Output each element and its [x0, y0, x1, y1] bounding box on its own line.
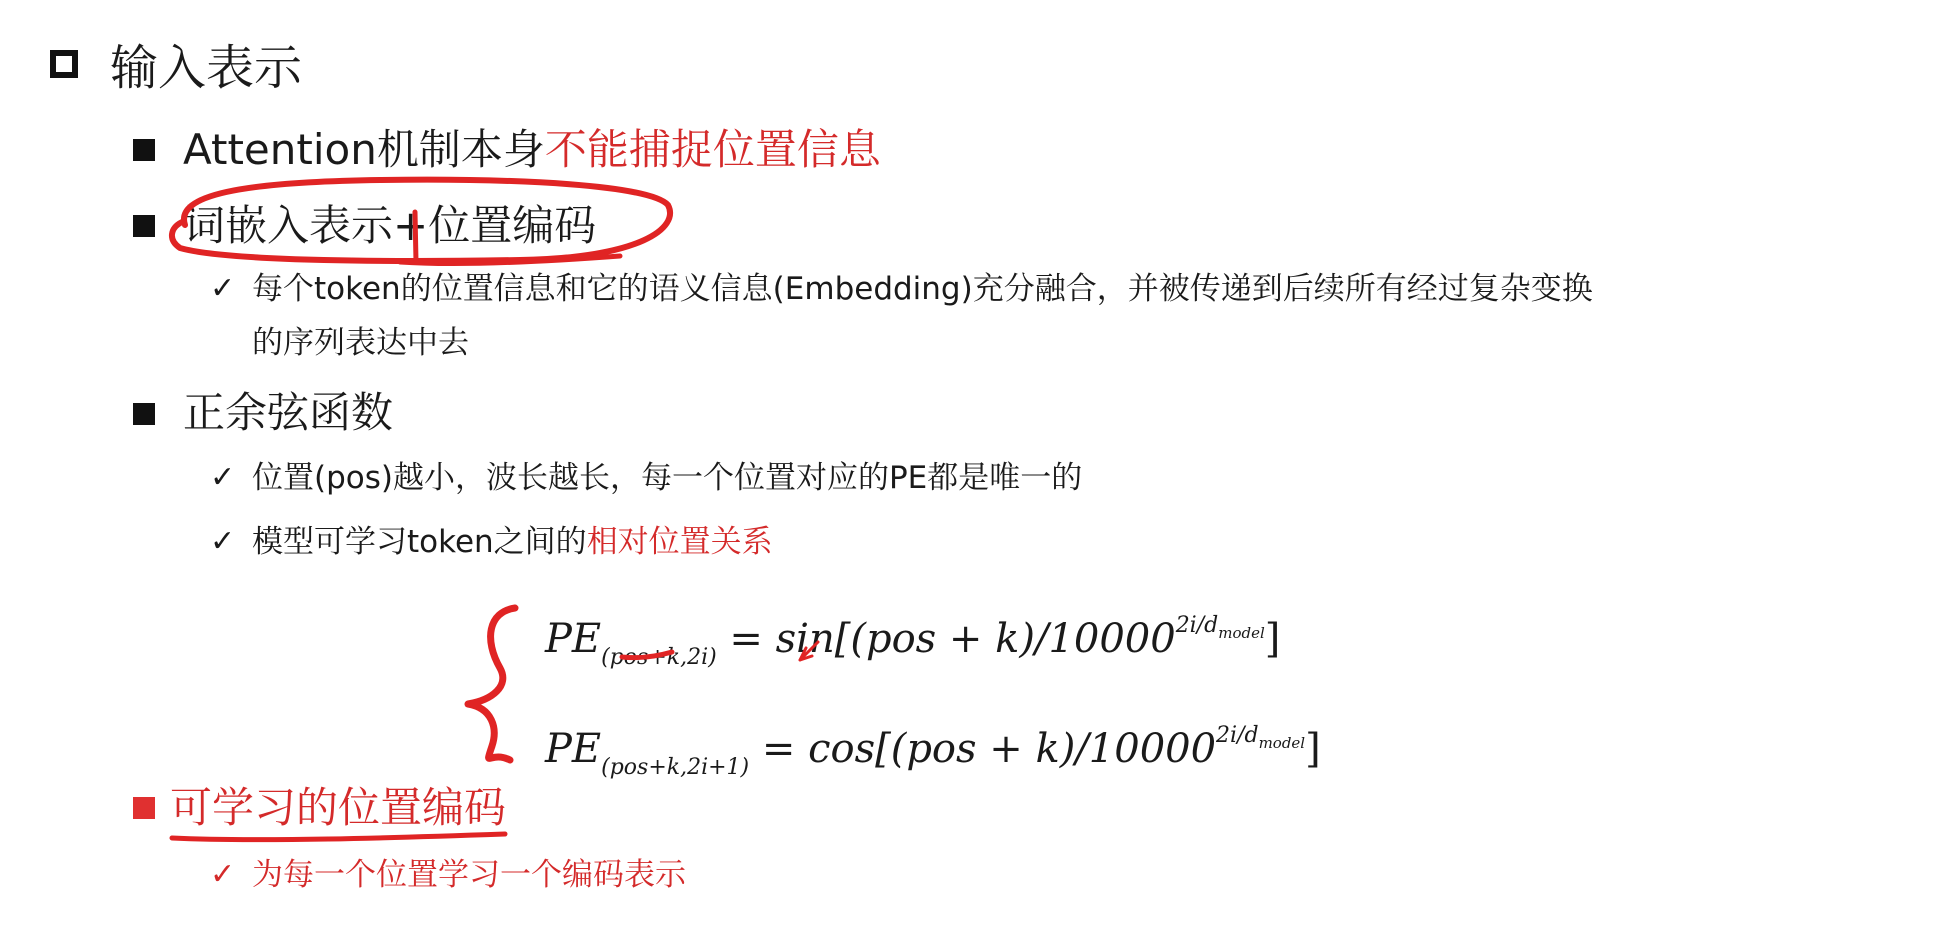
hollow-square-bullet-icon: [50, 50, 78, 78]
brace-annotation: [468, 608, 515, 760]
formula-sin: [545, 598, 1280, 686]
sinusoidal-desc-2-text: 模型可学习token之间的: [252, 524, 587, 560]
formula-cos-arg: [(pos + k)/10000: [875, 726, 1217, 772]
formula-cos-lhs: PE: [545, 726, 602, 772]
formula-sin-lhs-sub: (pos+k,2i): [601, 645, 717, 670]
check-icon: ✓: [210, 857, 236, 892]
page-title: 输入表示: [110, 40, 303, 96]
underline-annotation: [400, 256, 620, 264]
learnable-desc: 为每一个位置学习一个编码表示: [252, 857, 686, 893]
square-bullet-icon: [133, 215, 155, 237]
bullet-attention-text: Attention机制本身: [183, 125, 545, 174]
formula-cos-exp-sub: model: [1258, 734, 1306, 752]
embedding-desc-line2: 的序列表达中去: [252, 325, 469, 361]
formula-cos-func: cos: [808, 726, 876, 772]
sinusoidal-desc-2-highlight: 相对位置关系: [586, 524, 773, 560]
formula-cos: [545, 708, 1321, 796]
bullet-sinusoidal: 正余弦函数: [183, 388, 394, 437]
check-icon: ✓: [210, 524, 236, 559]
check-icon: ✓: [210, 460, 236, 495]
formula-sin-close: ]: [1264, 616, 1281, 662]
formula-cos-exp: 2i/d: [1216, 723, 1259, 748]
formula-cos-lhs-sub: (pos+k,2i+1): [601, 755, 750, 780]
formula-sin-arg: [(pos + k)/10000: [834, 616, 1176, 662]
square-bullet-icon: [133, 403, 155, 425]
bullet-learnable: 可学习的位置编码: [170, 783, 507, 832]
square-bullet-icon: [133, 139, 155, 161]
check-icon: ✓: [210, 271, 236, 306]
formula-sin-lhs: PE: [545, 616, 602, 662]
sinusoidal-desc-1: 位置(pos)越小，波长越长，每一个位置对应的PE都是唯一的: [252, 460, 1083, 496]
formula-sin-exp-sub: model: [1218, 624, 1265, 642]
formula-sin-eq: =: [729, 616, 763, 662]
embedding-desc-line1: 每个token的位置信息和它的语义信息(Embedding)充分融合，并被传递到后续所有经过复杂变换: [252, 271, 1593, 307]
bullet-embedding: 词嵌入表示+位置编码: [183, 201, 597, 250]
bullet-attention-highlight: 不能捕捉位置信息: [544, 125, 881, 174]
formula-cos-close: ]: [1305, 726, 1321, 772]
bullet-attention: [183, 122, 881, 178]
square-bullet-icon: [133, 797, 155, 819]
formula-sin-exp: 2i/d: [1175, 613, 1219, 638]
sinusoidal-desc-2: [252, 519, 773, 565]
formula-cos-eq: =: [761, 726, 796, 772]
formula-sin-func: sin: [775, 616, 835, 662]
